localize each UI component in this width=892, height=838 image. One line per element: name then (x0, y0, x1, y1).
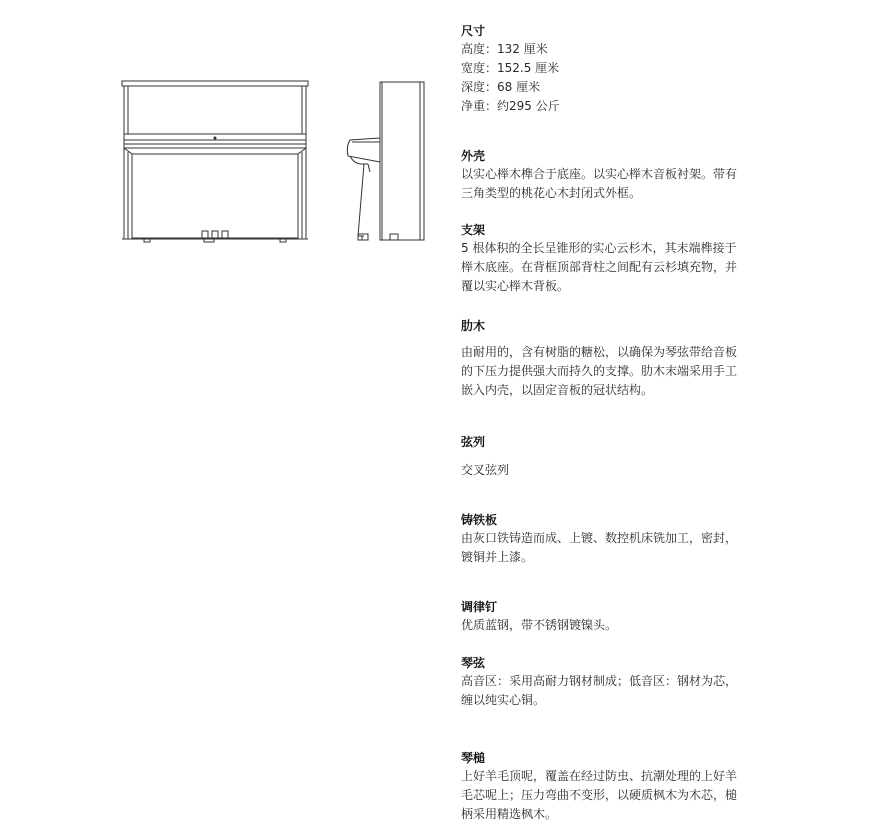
piano-drawings (118, 76, 430, 246)
section-body: 上好羊毛顶呢，覆盖在经过防虫、抗潮处理的上好羊 毛芯呢上；压力弯曲不变形，以硬质枫木为木芯，槌 柄采用精选枫木。 (461, 769, 738, 821)
tuning-pins-section (461, 598, 781, 635)
dimension-weight: 净重：约295 公斤 (461, 99, 560, 113)
dimensions-heading: 尺寸 (461, 24, 486, 38)
hammers-section (461, 749, 781, 824)
frame-section (461, 221, 781, 296)
section-heading: 琴槌 (461, 751, 486, 765)
dimension-width: 宽度：152.5 厘米 (461, 61, 560, 75)
section-heading: 铸铁板 (461, 513, 498, 527)
piano-front-view (122, 81, 308, 242)
section-body: 5 根体积的全长呈锥形的实心云杉木，其末端榫接于 榉木底座。在背框顶部背柱之间配有云杉填充物，并 覆以实心榉木背板。 (461, 241, 738, 293)
case-section (461, 147, 781, 203)
section-body: 由耐用的，含有树脂的糖松，以确保为琴弦带给音板 的下压力提供强大而持久的支撑。肋木末端采用手工 嵌入内壳，以固定音板的冠状结构。 (461, 345, 738, 397)
section-heading: 琴弦 (461, 656, 486, 670)
section-body: 由灰口铁铸造而成、上镀、数控机床铣加工，密封， 镀铜并上漆。 (461, 531, 738, 564)
section-heading: 支架 (461, 223, 486, 237)
section-heading: 肋木 (461, 319, 486, 333)
strings-section (461, 654, 781, 710)
piano-technical-drawing (118, 76, 430, 246)
dimensions-section (461, 22, 781, 116)
section-heading: 外壳 (461, 149, 486, 163)
section-body: 交叉弦列 (461, 463, 510, 477)
plate-section (461, 511, 781, 567)
section-body: 优质蓝钢，带不锈钢镀镍头。 (461, 618, 618, 632)
section-body: 以实心榉木榫合于底座。以实心榉木音板衬架。带有 三角类型的桃花心木封闭式外框。 (461, 167, 738, 200)
dimension-depth: 深度：68 厘米 (461, 80, 541, 94)
section-body: 高音区：采用高耐力钢材制成；低音区：钢材为芯， 缠以纯实心铜。 (461, 674, 738, 707)
section-heading: 弦列 (461, 435, 486, 449)
stringing-section (461, 433, 781, 480)
dimension-height: 高度：132 厘米 (461, 42, 548, 56)
ribs-section (461, 317, 781, 400)
piano-side-view (347, 82, 424, 240)
section-heading: 调律钉 (461, 600, 498, 614)
